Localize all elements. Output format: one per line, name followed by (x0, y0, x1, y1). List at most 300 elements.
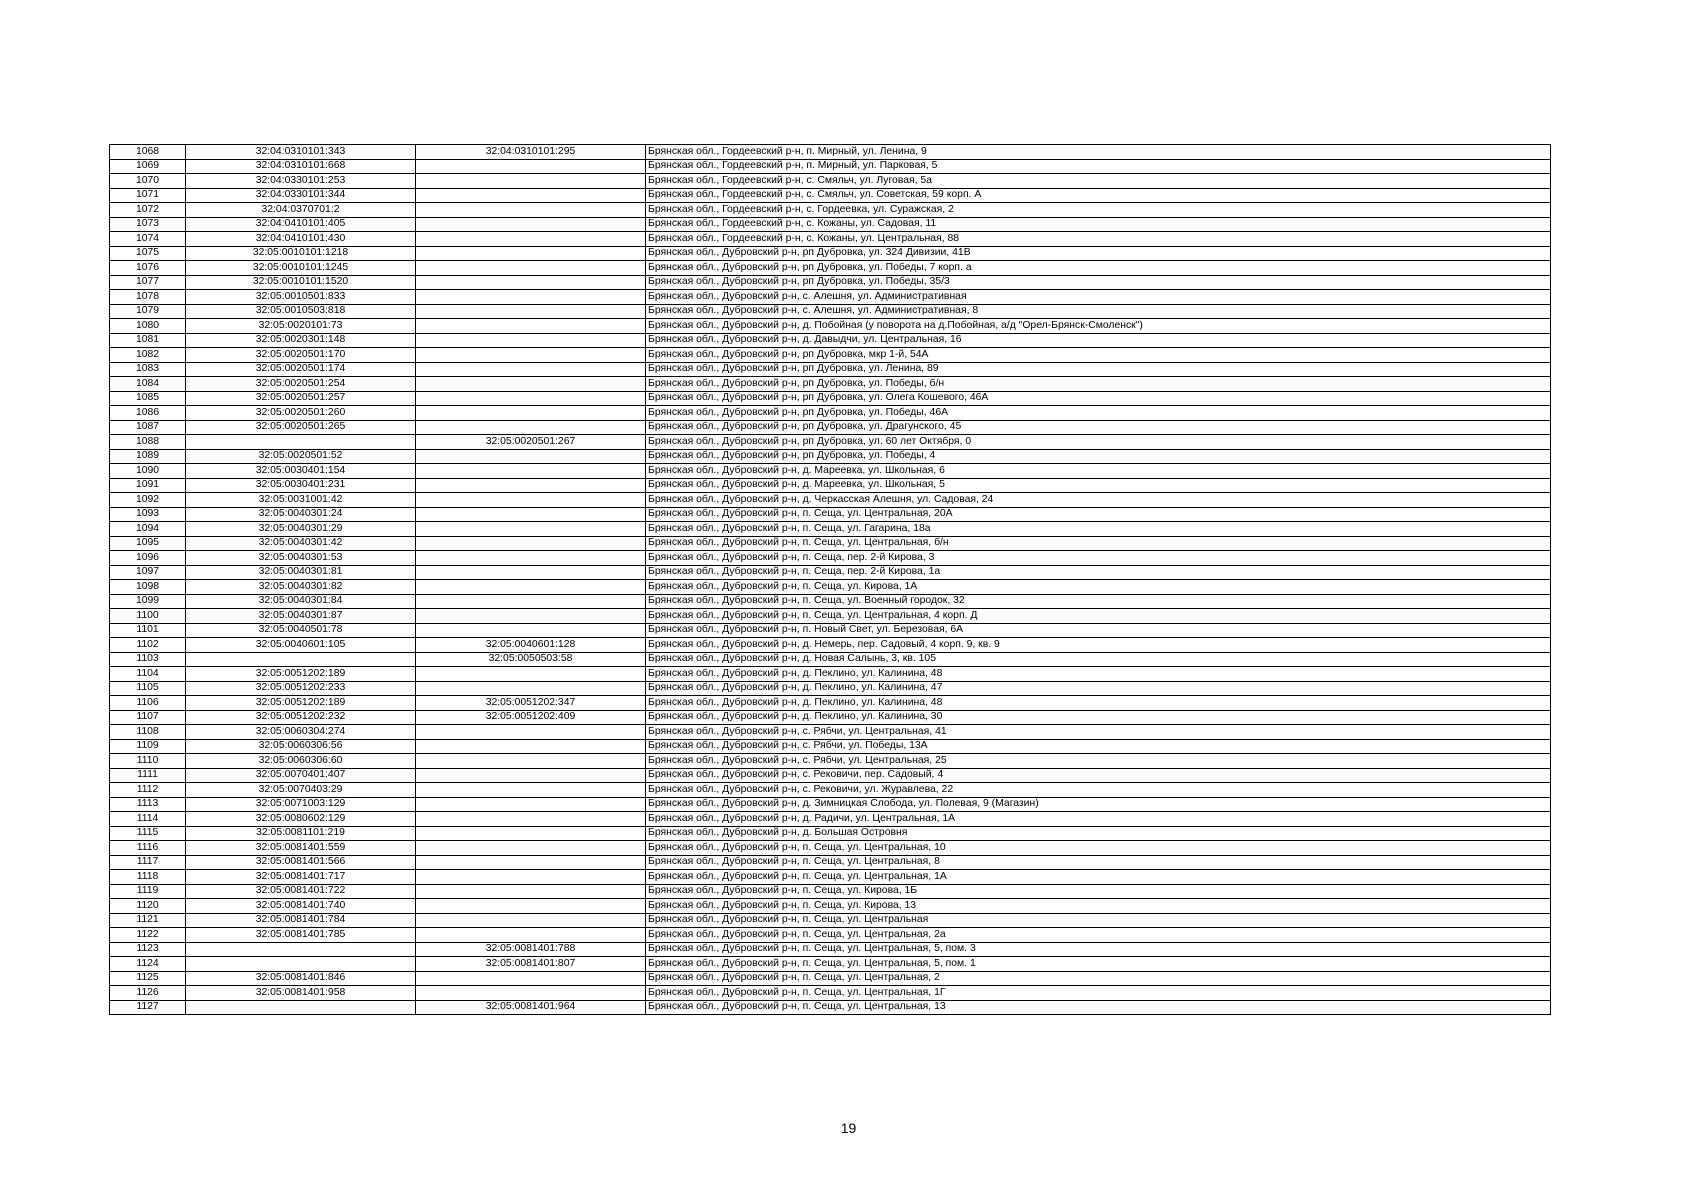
row-number-cell: 1109 (110, 739, 186, 754)
table-row (110, 609, 1551, 624)
object-cadastral-number-cell (416, 667, 646, 682)
object-cadastral-number-cell (416, 246, 646, 261)
row-number-cell: 1120 (110, 899, 186, 914)
address-cell: Брянская обл., Дубровский р-н, п. Новый Свет, ул. Березовая, 6А (646, 623, 1551, 638)
registry-table (109, 144, 1551, 1015)
address-cell: Брянская обл., Дубровский р-н, рп Дубровка, ул. Драгунского, 45 (646, 420, 1551, 435)
address-cell: Брянская обл., Дубровский р-н, рп Дубровка, ул. Победы, 7 корп. а (646, 261, 1551, 276)
row-number-cell: 1123 (110, 942, 186, 957)
row-number-cell: 1124 (110, 957, 186, 972)
registry-table-body (110, 145, 1551, 1015)
address-cell: Брянская обл., Дубровский р-н, д. Давыдчи, ул. Центральная, 16 (646, 333, 1551, 348)
address-cell: Брянская обл., Дубровский р-н, п. Сеща, ул. Гагарина, 18а (646, 522, 1551, 537)
row-number-cell: 1121 (110, 913, 186, 928)
table-row (110, 377, 1551, 392)
table-row (110, 812, 1551, 827)
row-number-cell: 1091 (110, 478, 186, 493)
address-cell: Брянская обл., Дубровский р-н, п. Сеща, ул. Центральная, 2 (646, 971, 1551, 986)
table-row (110, 580, 1551, 595)
table-row (110, 855, 1551, 870)
table-row (110, 986, 1551, 1001)
object-cadastral-number-cell (416, 478, 646, 493)
row-number-cell: 1127 (110, 1000, 186, 1015)
table-row (110, 174, 1551, 189)
object-cadastral-number-cell (416, 739, 646, 754)
object-cadastral-number-cell (416, 507, 646, 522)
table-row (110, 638, 1551, 653)
address-cell: Брянская обл., Гордеевский р-н, с. Кожаны, ул. Садовая, 11 (646, 217, 1551, 232)
cadastral-number-cell: 32:05:0070403:29 (186, 783, 416, 798)
object-cadastral-number-cell: 32:05:0081401:807 (416, 957, 646, 972)
cadastral-number-cell: 32:05:0081401:846 (186, 971, 416, 986)
table-row (110, 565, 1551, 580)
row-number-cell: 1083 (110, 362, 186, 377)
address-cell: Брянская обл., Дубровский р-н, п. Сеща, ул. Центральная, 10 (646, 841, 1551, 856)
cadastral-number-cell: 32:05:0040501:78 (186, 623, 416, 638)
cadastral-number-cell: 32:05:0010101:1218 (186, 246, 416, 261)
table-row (110, 522, 1551, 537)
row-number-cell: 1095 (110, 536, 186, 551)
cadastral-number-cell: 32:05:0060304:274 (186, 725, 416, 740)
cadastral-number-cell: 32:05:0040601:105 (186, 638, 416, 653)
row-number-cell: 1101 (110, 623, 186, 638)
table-row (110, 899, 1551, 914)
cadastral-number-cell: 32:05:0020101:73 (186, 319, 416, 334)
row-number-cell: 1106 (110, 696, 186, 711)
row-number-cell: 1086 (110, 406, 186, 421)
row-number-cell: 1076 (110, 261, 186, 276)
object-cadastral-number-cell (416, 768, 646, 783)
row-number-cell: 1118 (110, 870, 186, 885)
row-number-cell: 1079 (110, 304, 186, 319)
table-row (110, 971, 1551, 986)
row-number-cell: 1085 (110, 391, 186, 406)
row-number-cell: 1080 (110, 319, 186, 334)
cadastral-number-cell: 32:05:0051202:233 (186, 681, 416, 696)
object-cadastral-number-cell (416, 928, 646, 943)
address-cell: Брянская обл., Дубровский р-н, д. Пеклино, ул. Калинина, 48 (646, 696, 1551, 711)
address-cell: Брянская обл., Дубровский р-н, п. Сеща, ул. Центральная, 13 (646, 1000, 1551, 1015)
address-cell: Брянская обл., Дубровский р-н, п. Сеща, ул. Кирова, 1А (646, 580, 1551, 595)
cadastral-number-cell: 32:05:0070401:407 (186, 768, 416, 783)
table-row (110, 652, 1551, 667)
table-row (110, 159, 1551, 174)
address-cell: Брянская обл., Дубровский р-н, п. Сеща, ул. Центральная, 8 (646, 855, 1551, 870)
address-cell: Брянская обл., Дубровский р-н, д. Зимницкая Слобода, ул. Полевая, 9 (Магазин) (646, 797, 1551, 812)
object-cadastral-number-cell (416, 319, 646, 334)
object-cadastral-number-cell (416, 623, 646, 638)
object-cadastral-number-cell: 32:05:0040601:128 (416, 638, 646, 653)
object-cadastral-number-cell (416, 884, 646, 899)
cadastral-number-cell (186, 942, 416, 957)
address-cell: Брянская обл., Дубровский р-н, д. Пеклино, ул. Калинина, 30 (646, 710, 1551, 725)
address-cell: Брянская обл., Гордеевский р-н, с. Смяльч, ул. Советская, 59 корп. А (646, 188, 1551, 203)
cadastral-number-cell: 32:05:0081401:785 (186, 928, 416, 943)
table-row (110, 188, 1551, 203)
cadastral-number-cell: 32:04:0310101:343 (186, 145, 416, 160)
table-row (110, 957, 1551, 972)
table-row (110, 696, 1551, 711)
cadastral-number-cell: 32:05:0020301:148 (186, 333, 416, 348)
table-row (110, 841, 1551, 856)
row-number-cell: 1070 (110, 174, 186, 189)
row-number-cell: 1114 (110, 812, 186, 827)
address-cell: Брянская обл., Дубровский р-н, с. Алешня, ул. Административная (646, 290, 1551, 305)
object-cadastral-number-cell (416, 551, 646, 566)
row-number-cell: 1087 (110, 420, 186, 435)
address-cell: Брянская обл., Дубровский р-н, п. Сеща, ул. Центральная, 20А (646, 507, 1551, 522)
cadastral-number-cell: 32:05:0051202:189 (186, 696, 416, 711)
address-cell: Брянская обл., Дубровский р-н, п. Сеща, ул. Центральная, б/н (646, 536, 1551, 551)
object-cadastral-number-cell: 32:05:0081401:788 (416, 942, 646, 957)
table-row (110, 406, 1551, 421)
cadastral-number-cell: 32:05:0020501:265 (186, 420, 416, 435)
address-cell: Брянская обл., Гордеевский р-н, п. Мирный, ул. Ленина, 9 (646, 145, 1551, 160)
address-cell: Брянская обл., Гордеевский р-н, с. Кожаны, ул. Центральная, 88 (646, 232, 1551, 247)
address-cell: Брянская обл., Дубровский р-н, п. Сеща, ул. Центральная, 2а (646, 928, 1551, 943)
object-cadastral-number-cell (416, 188, 646, 203)
row-number-cell: 1094 (110, 522, 186, 537)
table-row (110, 232, 1551, 247)
cadastral-number-cell: 32:05:0081401:958 (186, 986, 416, 1001)
object-cadastral-number-cell (416, 391, 646, 406)
object-cadastral-number-cell (416, 232, 646, 247)
row-number-cell: 1126 (110, 986, 186, 1001)
table-row (110, 884, 1551, 899)
object-cadastral-number-cell (416, 348, 646, 363)
address-cell: Брянская обл., Дубровский р-н, п. Сеща, ул. Военный городок, 32 (646, 594, 1551, 609)
row-number-cell: 1105 (110, 681, 186, 696)
row-number-cell: 1115 (110, 826, 186, 841)
row-number-cell: 1110 (110, 754, 186, 769)
object-cadastral-number-cell (416, 464, 646, 479)
address-cell: Брянская обл., Дубровский р-н, рп Дубровка, ул. Победы, 35/3 (646, 275, 1551, 290)
cadastral-number-cell: 32:05:0031001:42 (186, 493, 416, 508)
address-cell: Брянская обл., Дубровский р-н, д. Большая Островня (646, 826, 1551, 841)
row-number-cell: 1084 (110, 377, 186, 392)
cadastral-number-cell: 32:05:0030401:154 (186, 464, 416, 479)
row-number-cell: 1074 (110, 232, 186, 247)
row-number-cell: 1107 (110, 710, 186, 725)
table-row (110, 348, 1551, 363)
row-number-cell: 1082 (110, 348, 186, 363)
cadastral-number-cell (186, 652, 416, 667)
address-cell: Брянская обл., Дубровский р-н, п. Сеща, ул. Центральная, 1Г (646, 986, 1551, 1001)
address-cell: Брянская обл., Дубровский р-н, д. Немерь, пер. Садовый, 4 корп. 9, кв. 9 (646, 638, 1551, 653)
table-row (110, 725, 1551, 740)
object-cadastral-number-cell (416, 913, 646, 928)
cadastral-number-cell: 32:05:0020501:260 (186, 406, 416, 421)
row-number-cell: 1100 (110, 609, 186, 624)
address-cell: Брянская обл., Дубровский р-н, с. Рябчи, ул. Победы, 13А (646, 739, 1551, 754)
cadastral-number-cell (186, 1000, 416, 1015)
row-number-cell: 1088 (110, 435, 186, 450)
address-cell: Брянская обл., Гордеевский р-н, с. Смяльч, ул. Луговая, 5а (646, 174, 1551, 189)
object-cadastral-number-cell (416, 986, 646, 1001)
table-row (110, 739, 1551, 754)
row-number-cell: 1081 (110, 333, 186, 348)
table-row (110, 203, 1551, 218)
table-row (110, 145, 1551, 160)
row-number-cell: 1072 (110, 203, 186, 218)
object-cadastral-number-cell (416, 899, 646, 914)
row-number-cell: 1089 (110, 449, 186, 464)
object-cadastral-number-cell (416, 812, 646, 827)
row-number-cell: 1098 (110, 580, 186, 595)
object-cadastral-number-cell (416, 681, 646, 696)
cadastral-number-cell: 32:05:0040301:82 (186, 580, 416, 595)
address-cell: Брянская обл., Дубровский р-н, д. Мареевка, ул. Школьная, 5 (646, 478, 1551, 493)
table-row (110, 493, 1551, 508)
row-number-cell: 1096 (110, 551, 186, 566)
table-row (110, 551, 1551, 566)
row-number-cell: 1077 (110, 275, 186, 290)
object-cadastral-number-cell (416, 826, 646, 841)
cadastral-number-cell: 32:05:0040301:29 (186, 522, 416, 537)
cadastral-number-cell: 32:05:0040301:81 (186, 565, 416, 580)
address-cell: Брянская обл., Дубровский р-н, д. Пеклино, ул. Калинина, 48 (646, 667, 1551, 682)
object-cadastral-number-cell: 32:04:0310101:295 (416, 145, 646, 160)
table-row (110, 870, 1551, 885)
row-number-cell: 1073 (110, 217, 186, 232)
table-row (110, 797, 1551, 812)
table-row (110, 913, 1551, 928)
object-cadastral-number-cell (416, 362, 646, 377)
object-cadastral-number-cell (416, 304, 646, 319)
address-cell: Брянская обл., Дубровский р-н, рп Дубровка, ул. Победы, б/н (646, 377, 1551, 392)
table-row (110, 333, 1551, 348)
address-cell: Брянская обл., Дубровский р-н, д. Побойная (у поворота на д.Побойная, а/д "Орел-Брянск-Смоленск") (646, 319, 1551, 334)
object-cadastral-number-cell (416, 217, 646, 232)
cadastral-number-cell: 32:04:0330101:344 (186, 188, 416, 203)
cadastral-number-cell: 32:05:0081401:784 (186, 913, 416, 928)
address-cell: Брянская обл., Дубровский р-н, с. Рековичи, ул. Журавлева, 22 (646, 783, 1551, 798)
table-row (110, 507, 1551, 522)
address-cell: Брянская обл., Дубровский р-н, п. Сеща, ул. Центральная, 4 корп. Д (646, 609, 1551, 624)
object-cadastral-number-cell (416, 449, 646, 464)
address-cell: Брянская обл., Дубровский р-н, рп Дубровка, ул. 324 Дивизии, 41В (646, 246, 1551, 261)
cadastral-number-cell: 32:05:0081401:740 (186, 899, 416, 914)
cadastral-number-cell: 32:05:0020501:170 (186, 348, 416, 363)
cadastral-number-cell: 32:05:0081101:219 (186, 826, 416, 841)
address-cell: Брянская обл., Гордеевский р-н, п. Мирный, ул. Парковая, 5 (646, 159, 1551, 174)
table-row (110, 217, 1551, 232)
row-number-cell: 1068 (110, 145, 186, 160)
row-number-cell: 1119 (110, 884, 186, 899)
object-cadastral-number-cell (416, 377, 646, 392)
cadastral-number-cell: 32:05:0040301:42 (186, 536, 416, 551)
address-cell: Брянская обл., Дубровский р-н, п. Сеща, ул. Центральная, 5, пом. 1 (646, 957, 1551, 972)
object-cadastral-number-cell (416, 406, 646, 421)
address-cell: Брянская обл., Дубровский р-н, с. Рябчи, ул. Центральная, 25 (646, 754, 1551, 769)
cadastral-number-cell: 32:05:0051202:189 (186, 667, 416, 682)
address-cell: Брянская обл., Дубровский р-н, рп Дубровка, ул. Победы, 46А (646, 406, 1551, 421)
address-cell: Брянская обл., Дубровский р-н, п. Сеща, пер. 2-й Кирова, 3 (646, 551, 1551, 566)
table-row (110, 942, 1551, 957)
row-number-cell: 1104 (110, 667, 186, 682)
table-row (110, 826, 1551, 841)
table-row (110, 449, 1551, 464)
address-cell: Брянская обл., Дубровский р-н, рп Дубровка, ул. 60 лет Октября, 0 (646, 435, 1551, 450)
object-cadastral-number-cell (416, 290, 646, 305)
object-cadastral-number-cell (416, 797, 646, 812)
row-number-cell: 1117 (110, 855, 186, 870)
object-cadastral-number-cell (416, 275, 646, 290)
table-row (110, 319, 1551, 334)
row-number-cell: 1069 (110, 159, 186, 174)
table-row (110, 1000, 1551, 1015)
table-row (110, 594, 1551, 609)
object-cadastral-number-cell (416, 203, 646, 218)
object-cadastral-number-cell (416, 522, 646, 537)
object-cadastral-number-cell: 32:05:0050503:58 (416, 652, 646, 667)
cadastral-number-cell (186, 435, 416, 450)
row-number-cell: 1112 (110, 783, 186, 798)
row-number-cell: 1102 (110, 638, 186, 653)
table-row (110, 681, 1551, 696)
object-cadastral-number-cell (416, 725, 646, 740)
cadastral-number-cell: 32:05:0020501:257 (186, 391, 416, 406)
row-number-cell: 1103 (110, 652, 186, 667)
row-number-cell: 1078 (110, 290, 186, 305)
cadastral-number-cell: 32:05:0060306:60 (186, 754, 416, 769)
cadastral-number-cell: 32:05:0020501:52 (186, 449, 416, 464)
cadastral-number-cell: 32:05:0040301:87 (186, 609, 416, 624)
table-row (110, 768, 1551, 783)
object-cadastral-number-cell (416, 420, 646, 435)
cadastral-number-cell: 32:05:0060306:56 (186, 739, 416, 754)
table-row (110, 928, 1551, 943)
address-cell: Брянская обл., Дубровский р-н, рп Дубровка, мкр 1-й, 54А (646, 348, 1551, 363)
cadastral-number-cell: 32:05:0020501:174 (186, 362, 416, 377)
row-number-cell: 1071 (110, 188, 186, 203)
address-cell: Брянская обл., Дубровский р-н, п. Сеща, ул. Центральная, 5, пом. 3 (646, 942, 1551, 957)
cadastral-number-cell: 32:05:0010501:833 (186, 290, 416, 305)
address-cell: Брянская обл., Дубровский р-н, п. Сеща, ул. Кирова, 13 (646, 899, 1551, 914)
page-number: 19 (840, 1120, 857, 1136)
cadastral-number-cell: 32:04:0330101:253 (186, 174, 416, 189)
cadastral-number-cell: 32:05:0080602:129 (186, 812, 416, 827)
address-cell: Брянская обл., Дубровский р-н, п. Сеща, пер. 2-й Кирова, 1а (646, 565, 1551, 580)
object-cadastral-number-cell (416, 855, 646, 870)
table-row (110, 362, 1551, 377)
row-number-cell: 1075 (110, 246, 186, 261)
row-number-cell: 1097 (110, 565, 186, 580)
address-cell: Брянская обл., Дубровский р-н, п. Сеща, ул. Центральная (646, 913, 1551, 928)
object-cadastral-number-cell (416, 971, 646, 986)
object-cadastral-number-cell (416, 159, 646, 174)
object-cadastral-number-cell (416, 609, 646, 624)
table-row (110, 275, 1551, 290)
cadastral-number-cell: 32:04:0410101:430 (186, 232, 416, 247)
object-cadastral-number-cell (416, 783, 646, 798)
address-cell: Брянская обл., Дубровский р-н, д. Новая Салынь, 3, кв. 105 (646, 652, 1551, 667)
row-number-cell: 1111 (110, 768, 186, 783)
table-row (110, 261, 1551, 276)
object-cadastral-number-cell: 32:05:0051202:347 (416, 696, 646, 711)
object-cadastral-number-cell (416, 261, 646, 276)
table-row (110, 420, 1551, 435)
object-cadastral-number-cell (416, 594, 646, 609)
address-cell: Брянская обл., Дубровский р-н, п. Сеща, ул. Центральная, 1А (646, 870, 1551, 885)
cadastral-number-cell: 32:05:0081401:717 (186, 870, 416, 885)
row-number-cell: 1090 (110, 464, 186, 479)
row-number-cell: 1113 (110, 797, 186, 812)
table-row (110, 536, 1551, 551)
object-cadastral-number-cell (416, 580, 646, 595)
cadastral-number-cell: 32:05:0040301:84 (186, 594, 416, 609)
table-row (110, 290, 1551, 305)
table-row (110, 246, 1551, 261)
table-row (110, 754, 1551, 769)
table-row (110, 435, 1551, 450)
address-cell: Брянская обл., Дубровский р-н, д. Пеклино, ул. Калинина, 47 (646, 681, 1551, 696)
table-row (110, 783, 1551, 798)
table-row (110, 464, 1551, 479)
row-number-cell: 1093 (110, 507, 186, 522)
cadastral-number-cell: 32:05:0051202:232 (186, 710, 416, 725)
object-cadastral-number-cell (416, 841, 646, 856)
address-cell: Брянская обл., Дубровский р-н, п. Сеща, ул. Кирова, 1Б (646, 884, 1551, 899)
cadastral-number-cell: 32:05:0010101:1520 (186, 275, 416, 290)
address-cell: Брянская обл., Дубровский р-н, рп Дубровка, ул. Победы, 4 (646, 449, 1551, 464)
cadastral-number-cell: 32:05:0081401:566 (186, 855, 416, 870)
row-number-cell: 1125 (110, 971, 186, 986)
cadastral-number-cell: 32:04:0310101:668 (186, 159, 416, 174)
cadastral-number-cell: 32:05:0010101:1245 (186, 261, 416, 276)
address-cell: Брянская обл., Дубровский р-н, д. Радичи, ул. Центральная, 1А (646, 812, 1551, 827)
table-row (110, 304, 1551, 319)
table-row (110, 667, 1551, 682)
object-cadastral-number-cell (416, 536, 646, 551)
object-cadastral-number-cell (416, 493, 646, 508)
cadastral-number-cell: 32:05:0081401:722 (186, 884, 416, 899)
address-cell: Брянская обл., Дубровский р-н, д. Черкасская Алешня, ул. Садовая, 24 (646, 493, 1551, 508)
table-row (110, 478, 1551, 493)
table-row (110, 391, 1551, 406)
address-cell: Брянская обл., Дубровский р-н, с. Рековичи, пер. Садовый, 4 (646, 768, 1551, 783)
address-cell: Брянская обл., Дубровский р-н, с. Рябчи, ул. Центральная, 41 (646, 725, 1551, 740)
address-cell: Брянская обл., Гордеевский р-н, с. Гордеевка, ул. Суражская, 2 (646, 203, 1551, 218)
object-cadastral-number-cell: 32:05:0081401:964 (416, 1000, 646, 1015)
row-number-cell: 1108 (110, 725, 186, 740)
cadastral-number-cell (186, 957, 416, 972)
address-cell: Брянская обл., Дубровский р-н, рп Дубровка, ул. Ленина, 89 (646, 362, 1551, 377)
object-cadastral-number-cell (416, 870, 646, 885)
address-cell: Брянская обл., Дубровский р-н, д. Мареевка, ул. Школьная, 6 (646, 464, 1551, 479)
object-cadastral-number-cell (416, 333, 646, 348)
object-cadastral-number-cell (416, 174, 646, 189)
cadastral-number-cell: 32:05:0040301:24 (186, 507, 416, 522)
cadastral-number-cell: 32:05:0030401:231 (186, 478, 416, 493)
address-cell: Брянская обл., Дубровский р-н, с. Алешня, ул. Административная, 8 (646, 304, 1551, 319)
cadastral-number-cell: 32:05:0020501:254 (186, 377, 416, 392)
object-cadastral-number-cell (416, 754, 646, 769)
address-cell: Брянская обл., Дубровский р-н, рп Дубровка, ул. Олега Кошевого, 46А (646, 391, 1551, 406)
cadastral-number-cell: 32:05:0081401:559 (186, 841, 416, 856)
cadastral-number-cell: 32:04:0370701:2 (186, 203, 416, 218)
row-number-cell: 1099 (110, 594, 186, 609)
table-row (110, 623, 1551, 638)
cadastral-number-cell: 32:04:0410101:405 (186, 217, 416, 232)
object-cadastral-number-cell (416, 565, 646, 580)
row-number-cell: 1116 (110, 841, 186, 856)
cadastral-number-cell: 32:05:0071003:129 (186, 797, 416, 812)
cadastral-number-cell: 32:05:0040301:53 (186, 551, 416, 566)
object-cadastral-number-cell: 32:05:0020501:267 (416, 435, 646, 450)
table-row (110, 710, 1551, 725)
cadastral-number-cell: 32:05:0010503:818 (186, 304, 416, 319)
